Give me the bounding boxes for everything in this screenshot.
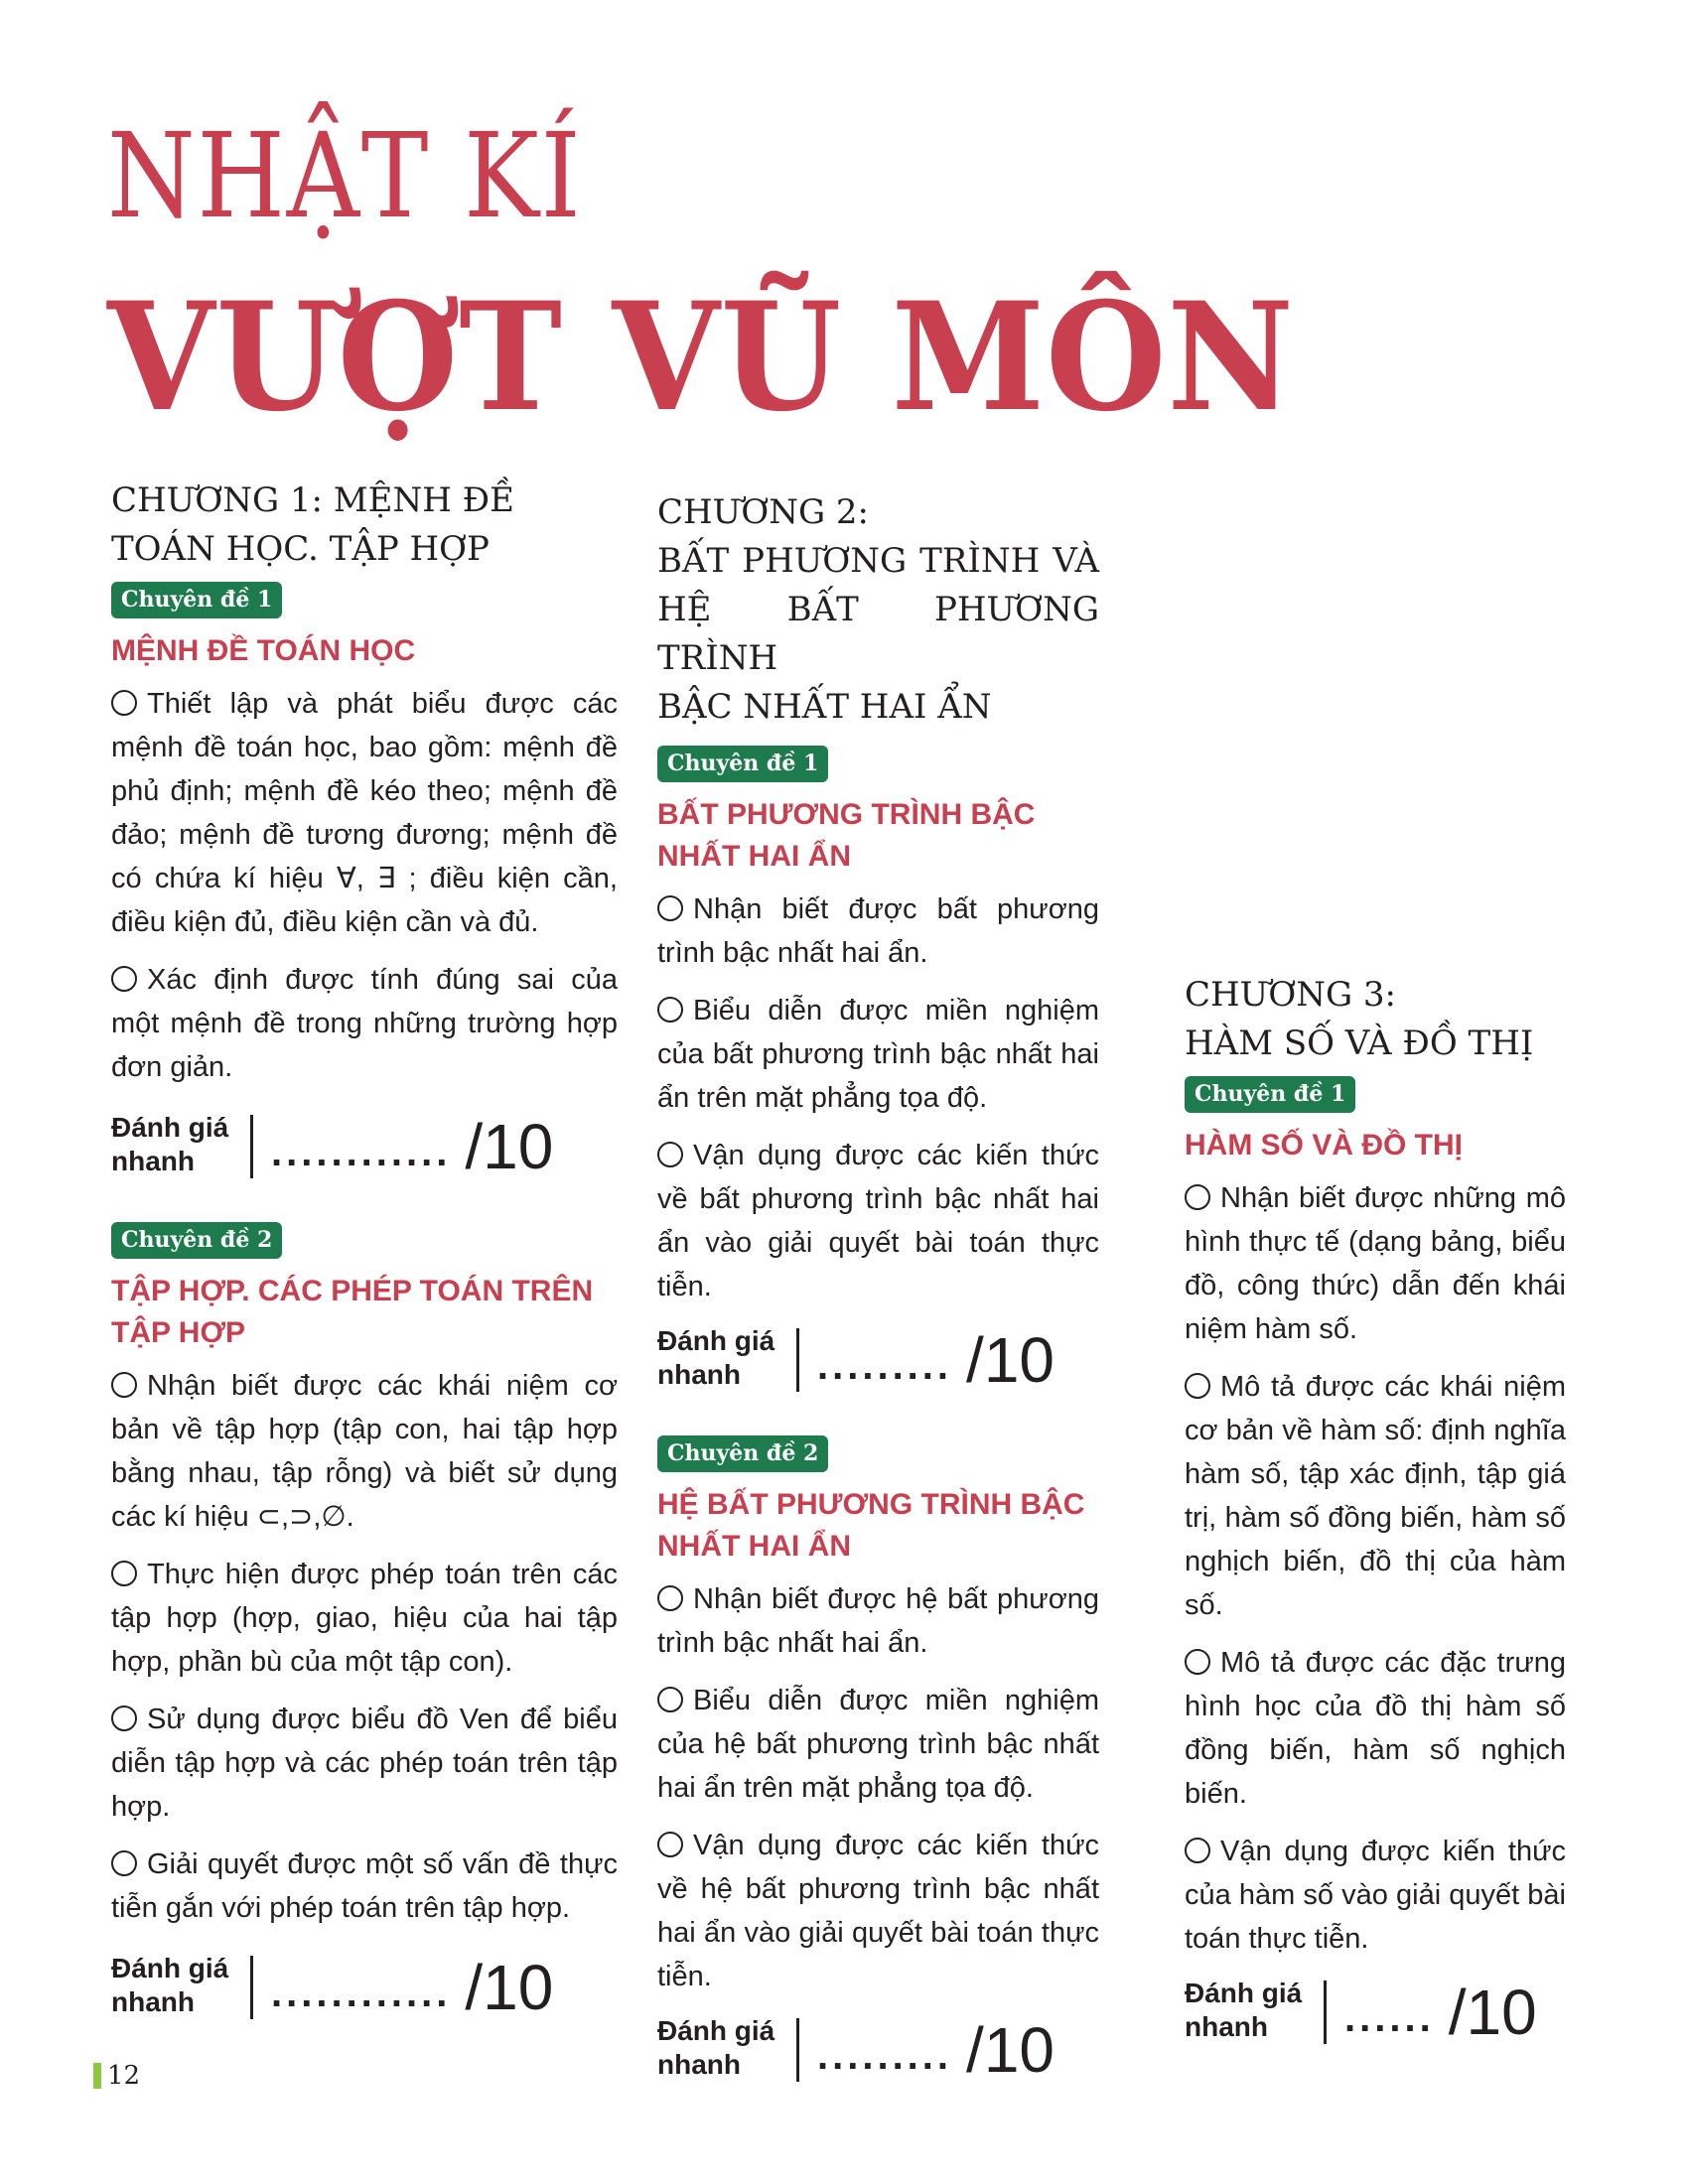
- chapter-3-column: [1185, 971, 1566, 2048]
- item-text: Nhận biết được hệ bất phương trình bậc nhất hai ẩn.: [657, 1583, 1099, 1659]
- quick-rating: [657, 2012, 1099, 2086]
- rating-divider: [796, 2018, 799, 2082]
- checkbox-circle-icon[interactable]: [111, 1850, 137, 1876]
- rating-label-line: Đánh giá: [657, 2015, 775, 2046]
- checklist-item: [657, 1134, 1099, 1308]
- rating-blank[interactable]: ......: [1344, 1996, 1435, 2040]
- checklist-item: [111, 682, 618, 944]
- item-text: Sử dụng được biểu đồ Ven để biểu diễn tập hợp và các phép toán trên tập hợp.: [111, 1704, 618, 1823]
- rating-divider: [1324, 1980, 1327, 2044]
- rating-label: [111, 1111, 250, 1178]
- item-text: Vận dụng được kiến thức của hàm số vào giải quyết bài toán thực tiễn.: [1185, 1836, 1566, 1955]
- rating-divider: [250, 1115, 253, 1178]
- rating-label-line: nhanh: [111, 1986, 195, 2017]
- checklist-item: [1185, 1365, 1566, 1627]
- chapter-heading-line: TOÁN HỌC. TẬP HỢP: [111, 529, 490, 569]
- checklist-item: [1185, 1830, 1566, 1961]
- rating-label-line: nhanh: [111, 1146, 195, 1176]
- checkbox-circle-icon[interactable]: [657, 1687, 683, 1712]
- checklist-item: [111, 1698, 618, 1829]
- rating-label: [657, 1324, 796, 1392]
- chapter-1-column: [111, 477, 618, 2023]
- checkbox-circle-icon[interactable]: [111, 966, 137, 992]
- topic-badge: Chuyên đề 1: [111, 582, 282, 618]
- chapter-1-heading: [111, 477, 618, 574]
- rating-label: [657, 2014, 796, 2082]
- topic-badge: Chuyên đề 2: [657, 1435, 828, 1472]
- page-number: [93, 2062, 140, 2090]
- item-text: Nhận biết được các khái niệm cơ bản về tập hợp (tập con, hai tập hợp bằng nhau, tập rỗng) và biết sử dụng các kí hiệu ⊂,⊃,∅.: [111, 1370, 618, 1533]
- rating-label: [111, 1952, 250, 2019]
- chapter-2-column: [657, 488, 1099, 2086]
- topic-title: TẬP HỢP. CÁC PHÉP TOÁN TRÊN TẬP HỢP: [111, 1275, 594, 1349]
- chapter-3-heading: [1185, 971, 1566, 1068]
- item-text: Vận dụng được các kiến thức về hệ bất phương trình bậc nhất hai ẩn vào giải quyết bài toán thực tiễn.: [657, 1830, 1099, 1992]
- quick-rating: [1185, 1975, 1566, 2048]
- rating-label-line: nhanh: [657, 1359, 741, 1390]
- rating-blank[interactable]: ............: [271, 1131, 452, 1174]
- rating-score-max: /10: [465, 1111, 554, 1182]
- item-text: Mô tả được các khái niệm cơ bản về hàm số: định nghĩa hàm số, tập xác định, tập giá trị, hàm số đồng biến, hàm số nghịch biến, đồ thị của hàm số.: [1185, 1371, 1566, 1621]
- checkbox-circle-icon[interactable]: [657, 1142, 683, 1167]
- topic-title: HỆ BẤT PHƯƠNG TRÌNH BẬC NHẤT HAI ẨN: [657, 1488, 1085, 1563]
- rating-score-max: /10: [966, 2014, 1055, 2086]
- rating-blank[interactable]: .........: [817, 1344, 953, 1388]
- checklist-item: [1185, 1641, 1566, 1816]
- topic-title: BẤT PHƯƠNG TRÌNH BẬC NHẤT HAI ẨN: [657, 798, 1036, 873]
- checklist-item: [111, 1843, 618, 1930]
- chapter-heading-line: CHƯƠNG 1: MỆNH ĐỀ: [111, 480, 514, 520]
- checkbox-circle-icon[interactable]: [1185, 1838, 1210, 1863]
- topic-badge: Chuyên đề 1: [657, 746, 828, 782]
- checklist-item: [657, 887, 1099, 975]
- topic-title: HÀM SỐ VÀ ĐỒ THỊ: [1185, 1129, 1464, 1161]
- rating-divider: [796, 1328, 799, 1392]
- rating-label-line: Đánh giá: [657, 1325, 775, 1356]
- checkbox-circle-icon[interactable]: [657, 895, 683, 921]
- item-text: Vận dụng được các kiến thức về bất phương trình bậc nhất hai ẩn vào giải quyết bài toán thực tiễn.: [657, 1140, 1099, 1302]
- checklist-item: [1185, 1176, 1566, 1351]
- topic-badge: Chuyên đề 2: [111, 1222, 282, 1259]
- rating-label-line: Đánh giá: [1185, 1978, 1303, 2008]
- checkbox-circle-icon[interactable]: [111, 1372, 137, 1398]
- rating-label: [1185, 1977, 1324, 2044]
- quick-rating: [111, 1950, 618, 2023]
- item-text: Nhận biết được bất phương trình bậc nhất hai ẩn.: [657, 893, 1099, 969]
- item-text: Biểu diễn được miền nghiệm của hệ bất phương trình bậc nhất hai ẩn trên mặt phẳng tọa độ.: [657, 1685, 1099, 1804]
- rating-score-max: /10: [1448, 1977, 1537, 2048]
- checkbox-circle-icon[interactable]: [657, 997, 683, 1023]
- topic-badge: Chuyên đề 1: [1185, 1076, 1355, 1113]
- chapter-heading-line: CHƯƠNG 2:: [657, 492, 869, 532]
- checklist-item: [657, 989, 1099, 1120]
- chapter-2-heading: [657, 488, 1099, 732]
- chapter-heading-line: HÀM SỐ VÀ ĐỒ THỊ: [1185, 1024, 1534, 1063]
- page-marker-bar: [93, 2063, 101, 2089]
- checklist-item: [111, 1364, 618, 1539]
- checkbox-circle-icon[interactable]: [111, 690, 137, 716]
- rating-divider: [250, 1956, 253, 2019]
- title-line-1: NHẬT KÍ: [107, 107, 583, 244]
- rating-score-max: /10: [465, 1952, 554, 2023]
- item-text: Thực hiện được phép toán trên các tập hợp (hợp, giao, hiệu của hai tập hợp, phần bù của một tập con).: [111, 1559, 618, 1678]
- checkbox-circle-icon[interactable]: [111, 1561, 137, 1586]
- checklist-item: [657, 1577, 1099, 1665]
- quick-rating: [657, 1322, 1099, 1396]
- rating-label-line: nhanh: [657, 2049, 741, 2080]
- checklist-item: [111, 1553, 618, 1684]
- quick-rating: [111, 1109, 618, 1182]
- checklist-item: [657, 1824, 1099, 1998]
- checklist-item: [657, 1679, 1099, 1810]
- item-text: Mô tả được các đặc trưng hình học của đồ thị hàm số đồng biến, hàm số nghịch biến.: [1185, 1647, 1566, 1810]
- rating-score-max: /10: [966, 1324, 1055, 1396]
- checkbox-circle-icon[interactable]: [657, 1832, 683, 1857]
- rating-label-line: nhanh: [1185, 2011, 1268, 2042]
- chapter-heading-line: BẬC NHẤT HAI ẨN: [657, 687, 992, 727]
- checkbox-circle-icon[interactable]: [1185, 1373, 1210, 1399]
- item-text: Thiết lập và phát biểu được các mệnh đề toán học, bao gồm: mệnh đề phủ định; mệnh đề kéo theo; mệnh đề đảo; mệnh đề tương đương; mệnh đề có chứa kí hiệu ∀, ∃ ; điều kiện cần, điều kiện đủ, điều kiện cần và đủ.: [111, 688, 618, 938]
- item-text: Giải quyết được một số vấn đề thực tiễn gắn với phép toán trên tập hợp.: [111, 1848, 618, 1924]
- rating-label-line: Đánh giá: [111, 1953, 229, 1983]
- chapter-heading-line: CHƯƠNG 3:: [1185, 975, 1396, 1015]
- page-number-text: 12: [107, 2061, 141, 2091]
- checkbox-circle-icon[interactable]: [1185, 1184, 1210, 1210]
- rating-blank[interactable]: .........: [817, 2034, 953, 2078]
- rating-label-line: Đánh giá: [111, 1112, 229, 1143]
- checklist-item: [111, 958, 618, 1089]
- topic-title: MỆNH ĐỀ TOÁN HỌC: [111, 634, 416, 667]
- checkbox-circle-icon[interactable]: [111, 1706, 137, 1731]
- chapter-heading-line: HỆ BẤT PHƯƠNG TRÌNH: [657, 590, 1099, 678]
- item-text: Biểu diễn được miền nghiệm của bất phương trình bậc nhất hai ẩn trên mặt phẳng tọa độ.: [657, 995, 1099, 1114]
- checkbox-circle-icon[interactable]: [1185, 1649, 1210, 1675]
- item-text: Nhận biết được những mô hình thực tế (dạng bảng, biểu đồ, công thức) dẫn đến khái niệm hàm số.: [1185, 1182, 1566, 1345]
- item-text: Xác định được tính đúng sai của một mệnh đề trong những trường hợp đơn giản.: [111, 964, 618, 1083]
- title-line-2: VƯỢT VŨ MÔN: [107, 270, 1295, 445]
- rating-blank[interactable]: ............: [271, 1972, 452, 2015]
- chapter-heading-line: BẤT PHƯƠNG TRÌNH VÀ: [657, 541, 1099, 581]
- checkbox-circle-icon[interactable]: [657, 1585, 683, 1611]
